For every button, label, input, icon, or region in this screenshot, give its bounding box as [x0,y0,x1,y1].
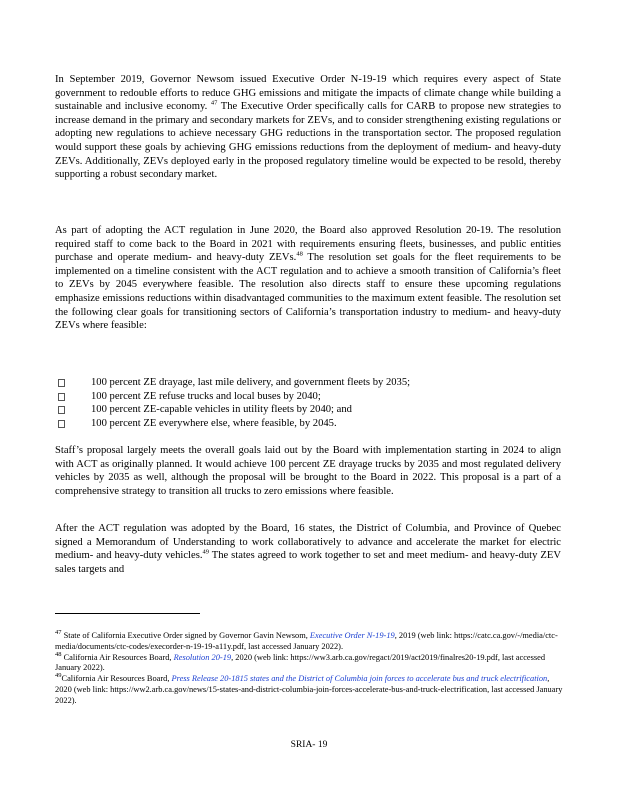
paragraph-text: After the ACT regulation was adopted by the Board, 16 states, the District of Columbia, and Province of Quebec signed a Memorandum of Understanding to work collaboratively to advance and accelerate the market for electric medium- and heavy-duty vehicles. [55,523,561,562]
footnotes [55,631,565,707]
footnote-number: 49 [55,672,62,680]
paragraph-executive-order [55,73,561,182]
footnote-number: 47 [55,629,62,637]
footnote-ref-49[interactable]: 49 [202,548,209,556]
footnote-number: 48 [55,650,62,658]
footnote-text: California Air Resources Board, [61,652,174,662]
bullet-icon [58,379,65,387]
paragraph-resolution [55,224,561,333]
bullet-icon [58,420,65,428]
bullet-icon [58,406,65,414]
footnote-text: , 2020 (web link: https://ww3.arb.ca.gov/regact/2019/act2019/finalres20-19.pdf, last accessed January 2022). [55,652,546,673]
footnote-49 [55,674,565,706]
footnote-ref-48[interactable]: 48 [296,250,303,258]
footnote-link[interactable]: Resolution 20-19 [173,652,232,662]
list-item-text: 100 percent ZE-capable vehicles in utility fleets by 2040; and [91,404,352,416]
list-item-text: 100 percent ZE refuse trucks and local buses by 2040; [91,390,321,402]
list-item [58,417,561,431]
list-item-text: 100 percent ZE everywhere else, where feasible, by 2045. [91,417,337,429]
bullet-icon [58,393,65,401]
list-item [58,376,561,390]
page-number: SRIA- 19 [290,740,328,750]
list-item [58,390,561,404]
paragraph-text: In September 2019, Governor Newsom issued Executive Order N-19-19 which requires every aspect of State government to redouble efforts to reduce GHG emissions and mitigate the impacts of climate change while building a sustainable and inclusive economy. [55,74,561,113]
footnote-48 [55,650,565,675]
goals-list [58,376,561,430]
paragraph-text: The states agreed to work together to set and meet medium- and heavy-duty ZEV sales targets and [55,550,561,575]
paragraph-text: As part of adopting the ACT regulation in June 2020, the Board also approved Resolution 20-19. The resolution required staff to come back to the Board in 2021 with requirements ensuring fleets, businesses, and public entities purchase and operate medium- and heavy-duty ZEVs. [55,225,561,264]
footnote-divider [55,613,200,614]
footnote-text: California Air Resources Board, [61,674,172,684]
paragraph-memorandum [55,522,561,576]
list-item-text: 100 percent ZE drayage, last mile delivery, and government fleets by 2035; [91,377,411,388]
footnote-link[interactable]: Press Release 20-1815 states and the District of Columbia join forces to accelerate bus and truck electrification [171,674,548,684]
footnote-link[interactable]: Executive Order N-19-19 [309,631,395,640]
paragraph-text: The Executive Order specifically calls for CARB to propose new strategies to increase demand in the primary and secondary markets for ZEVs, and to consider strengthening existing regulations or adopting new regulations to achieve necessary GHG reductions in the transportation sector. The proposed regulation would support these goals by achieving GHG emissions reductions from the deployment of medium- and heavy-duty ZEVs. Additionally, ZEVs deployed early in the proposed regulatory timeline would be expected to be resold, thereby supporting a robust secondary market. [55,101,561,181]
paragraph-text: The resolution set goals for the fleet requirements to be implemented on a timeline consistent with the ACT regulation and to achieve a smooth transition of California’s fleet to ZEVs by 2045 everywhere feasible. The resolution also directs staff to ensure these upcoming regulations emphasize emissions reductions within disadvantaged communities to the maximum extent feasible. The resolution set the following clear goals for transitioning sectors of California’s transportation industry to medium- and heavy-duty ZEVs where feasible: [55,252,561,332]
footnote-ref-47[interactable]: 47 [210,99,218,107]
paragraph-text: Staff’s proposal largely meets the overall goals laid out by the Board with implementation starting in 2024 to align with ACT as originally planned. It would achieve 100 percent ZE drayage trucks by 2035 and most regulated delivery vehicles by 2035 as well, although the proposal will be brought to the Board in 2022. This proposal is a part of a comprehensive strategy to transition all trucks to zero emissions where feasible. [55,445,561,497]
footnote-text: State of California Executive Order signed by Governor Gavin Newsom, [61,631,310,640]
paragraph-staff-proposal [55,444,561,498]
footnote-47 [55,631,565,653]
footnote-text: , 2019 (web link: https://catc.ca.gov/-/media/ctc-media/documents/ctc-codes/execorder-n-19-19-a11y.pdf, last accessed January 2022). [55,631,558,651]
list-item [58,403,561,417]
footnote-text: , 2020 (web link: https://ww2.arb.ca.gov/news/15-states-and-district-columbia-join-forces-accelerate-bus-and-truck-electrification, last accessed January 2022). [55,674,563,705]
